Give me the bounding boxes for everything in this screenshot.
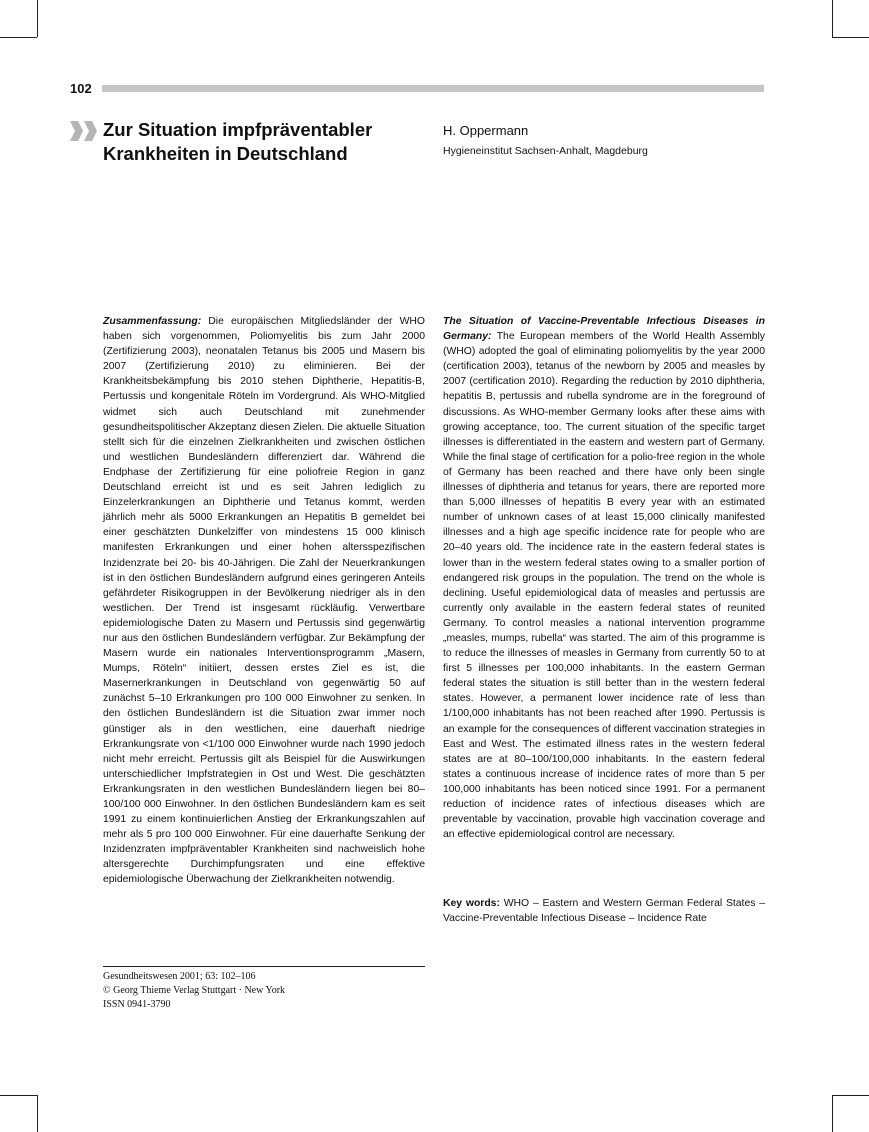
page-number: 102 [70, 81, 92, 96]
abstract-label: Zusammenfassung: [103, 316, 202, 327]
crop-mark [832, 37, 869, 38]
title-line: Zur Situation impfpräventabler [103, 119, 373, 140]
publication-footer [103, 970, 433, 1012]
citation: Gesundheitswesen 2001; 63: 102–106 [103, 971, 256, 982]
issn: ISSN 0941-3790 [103, 999, 171, 1010]
abstract-text: The European members of the World Health Assembly (WHO) adopted the goal of eliminating poliomyelitis by the year 2000 (certification 2003), tetanus of the newborn by 2005 and measles by 2007 (certification 2010). Regarding the reduction by 2010 diphtheria, hepatitis B, pertussis and rubella syndrome are in the foreground of discussions. As WHO-member Germany looks after these aims with growing acceptance, too. The current situation of the specific target illnesses is differentiated in the eastern and western part of Germany. While the final stage of certification for a polio-free region in the whole of Germany has been reached and there have only been single illnesses of diphtheria and tetanus for years, there are reported more than 5,000 illnesses of hepatitis B every year with an estimated number of unknown cases of at least 15,000 clinically manifested illnesses and a high age specific incidence rate for people who are 20–40 years old. The incidence rate in the eastern federal states is lower than in the western federal states owing to a smaller portion of endangered risk groups in the population. The trend on the whole is declining. Useful epidemiological data of measles and pertussis are currently only available in the eastern federal states of reunited Germany. To control measles a national intervention programme „measles, mumps, rubella“ was started. The aim of this programme is to reduce the illnesses of measles in Germany from currently 50 to at first 5 illnesses per 100,000 inhabitants. In the eastern German federal states the situation is still better than in the western federal states. However, a permanent lower incidence rate of less than 1/100,000 inhabitants has not been reached after 1990. Pertussis is an example for the consequences of different vaccination strategies in East and West. The estimated illness rates in the western federal states are at 80–100/100,000 inhabitants. In the eastern federal states a continuous increase of incidence rates of more than 5 per 100,000 inhabitants has been noticed since 1991. For a permanent reduction of incidence rates of infectious diseases which are preventable by vaccination, provable high vaccination coverage and an effective epidemiological control are necessary. [443, 331, 765, 841]
author-name: H. Oppermann [443, 123, 529, 138]
article-title [103, 118, 423, 166]
keywords-text: WHO – Eastern and Western German Federal States – Vaccine-Preventable Infectious Disease – Incidence Rate [443, 898, 765, 925]
abstract-german [103, 314, 425, 888]
crop-mark [0, 37, 37, 38]
title-line: Krankheiten in Deutschland [103, 143, 348, 164]
publisher: © Georg Thieme Verlag Stuttgart · New York [103, 985, 286, 996]
abstract-text: Die europäischen Mitgliedsländer der WHO haben sich vorgenommen, Poliomyelitis bis zum Jahr 2000 (Zertifizierung 2003), neonatalen Tetanus bis 2005 und Masern bis 2007 (Zertifizierung 2010) zu eliminieren. Bei der Krankheitsbekämpfung bis 2010 stehen Diphtherie, Hepatitis-B, Pertussis und kongenitale Röteln im Vordergrund. Als WHO-Mitglied widmet sich auch Deutschland mit zunehmender gesundheitspolitischer Akzeptanz diesen Zielen. Die aktuelle Situation stellt sich für die einzelnen Zielkrankheiten und zwischen östlichen und westlichen Bundesländern differenziert dar. Während die Endphase der Zertifizierung für eine poliofreie Region in ganz Deutschland erreicht ist und es seit Jahren lediglich zu Einzelerkrankungen an Diphtherie und Tetanus kommt, werden jährlich mehr als 5000 Erkrankungen an Hepatitis B gemeldet bei einer geschätzten Dunkelziffer von mindestens 15 000 klinisch manifesten Erkrankungen und einer hohen altersspezifischen Inzidenzrate bei 20- bis 40-Jährigen. Die Zahl der Neuerkrankungen ist in den östlichen Bundesländern aufgrund eines geringeren Anteils gefährdeter Risikogruppen in der Bevölkerung niedriger als in den westlichen. Der Trend ist insgesamt rückläufig. Verwertbare epidemiologische Daten zu Masern und Pertussis sind gegenwärtig nur aus den östlichen Bundesländern verfügbar. Zur Bekämpfung der Masern wurde ein nationales Interventionsprogramm „Masern, Mumps, Röteln“ initiiert, dessen erstes Ziel es ist, die Masernerkrankungen in Deutschland von gegenwärtig 50 auf zunächst 5–10 Erkrankungen pro 100 000 Einwohner zu senken. In den östlichen Bundesländern ist die Situation zwar immer noch günstiger als in den westlichen, eine dauerhaft niedrige Erkrankungsrate von <1/100 000 Einwohner wurde nach 1990 jedoch nicht mehr erreicht. Pertussis gilt als Beispiel für die Auswirkungen unterschiedlicher Impfstrategien in Ost und West. Die geschätzten Erkrankungsraten in den westlichen Bundesländern liegen bei 80–100/100 000 Einwohner. In den östlichen Bundesländern kam es seit 1991 zu einem kontinuierlichen Anstieg der Erkrankungszahlen auf mehr als 5 pro 100 000 Einwohner. Für eine dauerhafte Senkung der Inzidenzraten impfpräventabler Krankheiten sind nachweislich hohe altersgerechte Durchimpfungsraten und eine effektive epidemiologische Überwachung der Zielkrankheiten notwendig. [103, 316, 426, 886]
abstract-english [443, 314, 765, 842]
section-marker-icon [70, 121, 100, 141]
abstract-label: The Situation of Vaccine-Preventable Infectious Diseases in Germany: [443, 316, 765, 343]
crop-mark [37, 1095, 38, 1132]
author-affiliation: Hygieneinstitut Sachsen-Anhalt, Magdeburg [443, 145, 648, 157]
crop-mark [0, 1095, 37, 1096]
keywords-label: Key words: [443, 898, 500, 909]
crop-mark [37, 0, 38, 37]
crop-mark [832, 1095, 869, 1096]
crop-mark [832, 1095, 833, 1132]
crop-mark [832, 0, 833, 37]
header-bar [102, 85, 764, 92]
keywords [443, 896, 765, 926]
footer-rule [103, 966, 425, 967]
